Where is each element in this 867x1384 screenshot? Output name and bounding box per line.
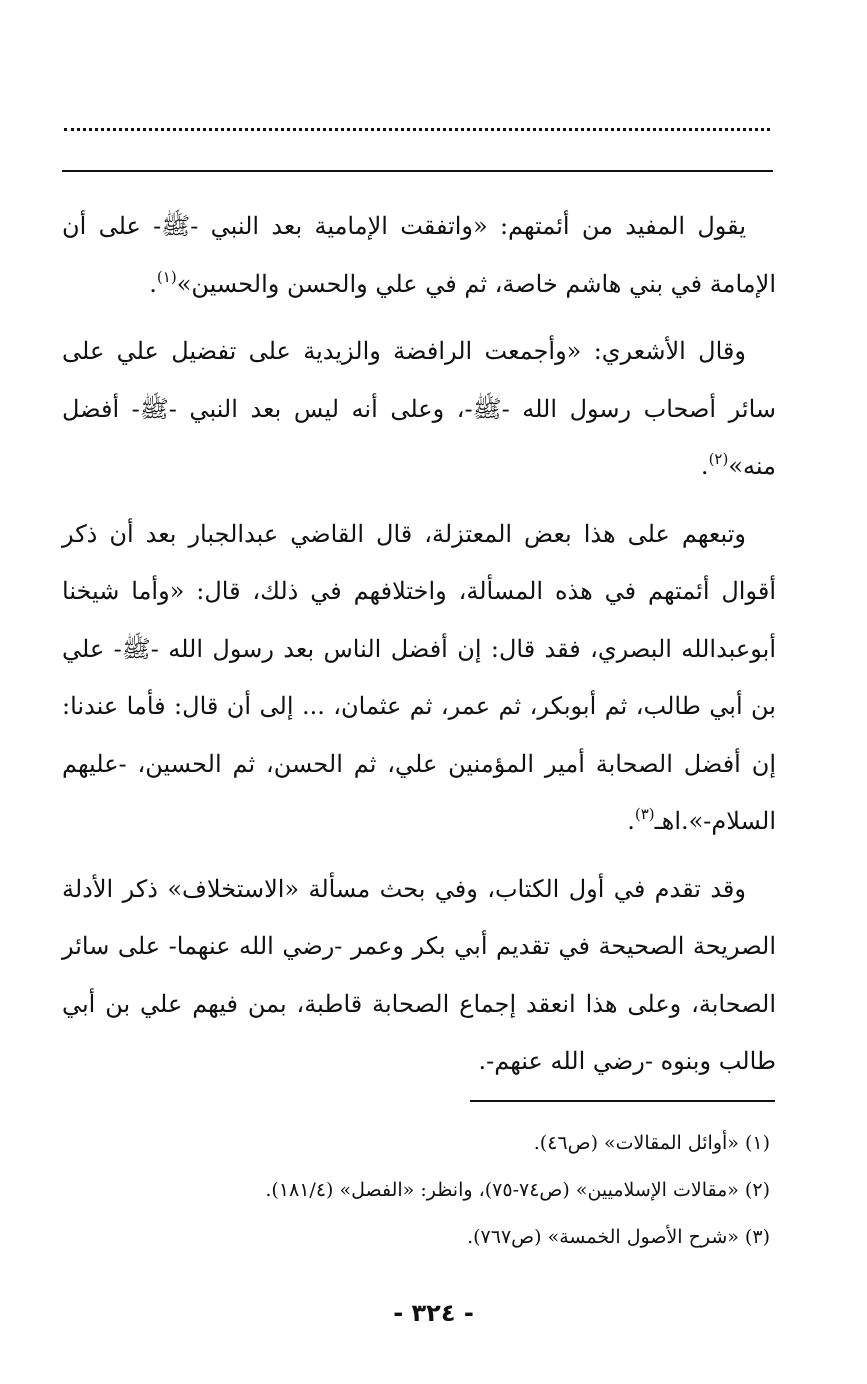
- footnote-2: (٢) «مقالات الإسلاميين» (ص٧٤-٧٥)، وانظر: «الفصل» (١٨١/٤).: [265, 1179, 770, 1201]
- footnotes: [62, 1120, 776, 1261]
- paragraph-3-text: وتبعهم على هذا بعض المعتزلة، قال القاضي عبدالجبار بعد أن ذكر أقوال أئمتهم في هذه المسألة، واختلافهم في ذلك، قال: «وأما شيخنا أبوعبدالله البصري، فقد قال: إن أفضل الناس بعد رسول الله -ﷺ- علي بن أبي طالب، ثم أبوبكر، ثم عمر، ثم عثمان، ... إلى أن قال: فأما عندنا: إن أفضل الصحابة أمير المؤمنين علي، ثم الحسن، ثم الحسين، -عليهم السلام-».اهـ: [62, 519, 776, 835]
- footnote-ref-1: (١): [156, 267, 177, 286]
- paragraph-3-end: .: [627, 807, 635, 835]
- footnote-1: (١) «أوائل المقالات» (ص٤٦).: [533, 1132, 770, 1154]
- paragraph-2: [62, 323, 776, 496]
- paragraph-1-text: يقول المفيد من أئمتهم: «واتفقت الإمامية بعد النبي -ﷺ- على أن الإمامة في بني هاشم خاصة، ثم في علي والحسن والحسين»: [62, 212, 776, 298]
- paragraph-2-end: .: [700, 452, 709, 480]
- page-number: - ٣٢٤ -: [393, 1299, 474, 1327]
- main-text: [62, 198, 776, 1091]
- footnote-3: (٣) «شرح الأصول الخمسة» (ص٧٦٧).: [467, 1226, 770, 1248]
- paragraph-3: [62, 506, 776, 851]
- paragraph-2-text: وقال الأشعري: «وأجمعت الرافضة والزيدية على تفضيل علي على سائر أصحاب رسول الله -ﷺ-، وعلى أنه ليس بعد النبي -ﷺ- أفضل منه»: [62, 337, 776, 480]
- paragraph-4: [62, 861, 776, 1091]
- header-rule: [62, 170, 773, 172]
- paragraph-1: [62, 198, 776, 313]
- footnote-separator: [470, 1100, 775, 1102]
- footnote-ref-2: (٢): [708, 450, 729, 468]
- footnote-ref-3: (٣): [634, 805, 655, 823]
- paragraph-1-end: .: [149, 269, 157, 298]
- paragraph-4-text: وقد تقدم في أول الكتاب، وفي بحث مسألة «الاستخلاف» ذكر الأدلة الصريحة الصحيحة في تقديم أبي بكر وعمر -رضي الله عنهما- على سائر الصحابة، وعلى هذا انعقد إجماع الصحابة قاطبة، بمن فيهم علي بن أبي طالب وبنوه -رضي الله عنهم-.: [62, 874, 776, 1075]
- top-dotted-rule: [64, 118, 770, 131]
